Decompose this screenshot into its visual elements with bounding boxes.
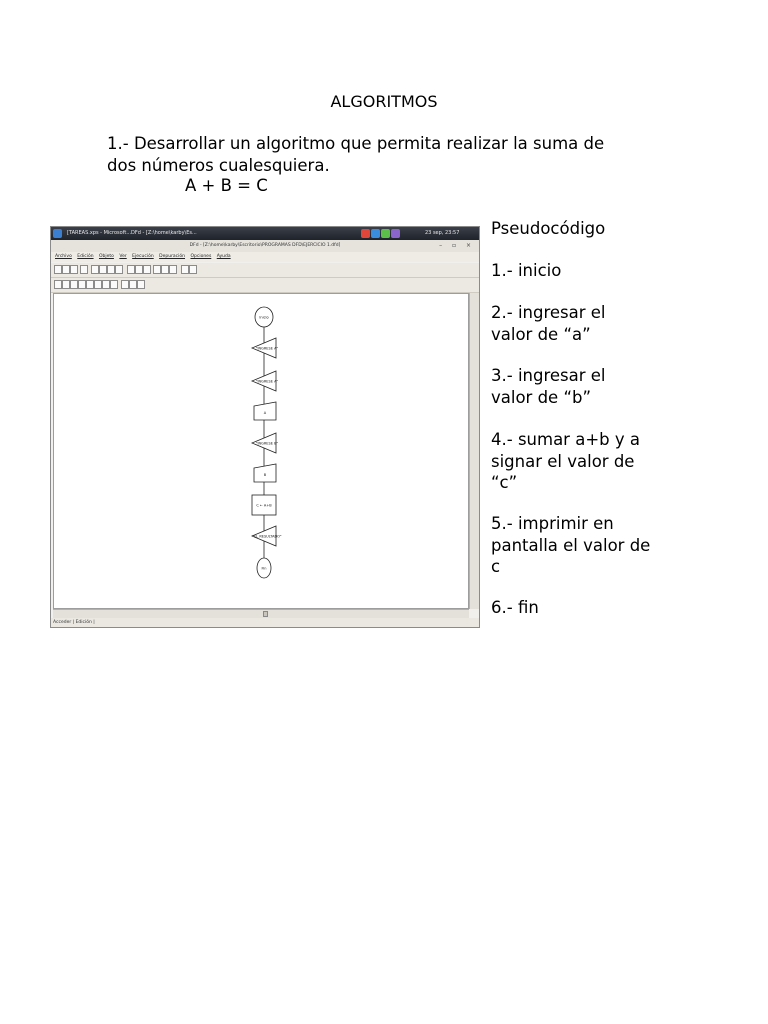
step-3-line-2: valor de “b” (491, 387, 592, 407)
menu-objeto: Objeto (98, 254, 114, 259)
assign-tool-icon (62, 280, 70, 289)
menu-ver: Ver (119, 254, 127, 259)
write-tool-icon (102, 280, 110, 289)
zoom-in-icon (181, 265, 189, 274)
assign-label: C ← A+B (256, 503, 272, 508)
save-file-icon (70, 265, 78, 274)
vertical-scrollbar (469, 293, 479, 609)
copy-icon (99, 265, 107, 274)
step-over-icon (169, 265, 177, 274)
menu-opciones: Opciones (190, 254, 212, 259)
zoom-out-icon (189, 265, 197, 274)
step-5-line-1: 5.- imprimir en (491, 514, 614, 533)
task-line-1: 1.- Desarrollar un algoritmo que permita realizar la suma de (107, 134, 605, 153)
output-label-2: "INGRESE A" (255, 379, 279, 384)
input-label-b: B (263, 473, 267, 477)
flowchart-canvas (53, 293, 469, 609)
cut-icon (91, 265, 99, 274)
step-6-line-1: 6.- fin (491, 598, 539, 617)
output-label-1: "INGRESE A" (255, 346, 279, 351)
toolbar-main (51, 263, 479, 278)
tray-icon-3 (381, 229, 390, 238)
cursor-tool-icon (54, 280, 62, 289)
pseudocode-step-5 (491, 513, 681, 578)
subprogram-tool-icon (121, 280, 129, 289)
pseudocode-step-4 (491, 429, 681, 494)
menu-depuracion: Depuración (159, 254, 186, 259)
input-label-a: A (263, 411, 267, 415)
horizontal-scrollbar (53, 609, 469, 618)
step-4-line-1: 4.- sumar a+b y a (491, 430, 640, 449)
start-menu-icon (53, 229, 62, 238)
menu-archivo: Archivo (55, 254, 72, 259)
step-2-line-2: valor de “a” (491, 324, 591, 344)
run-icon (127, 265, 135, 274)
step-3-line-1: 3.- ingresar el (491, 366, 606, 385)
menu-ejecucion: Ejecución (132, 254, 154, 259)
output-label-4: "EL RESULTADO" (252, 534, 282, 539)
horizontal-scroll-thumb (263, 611, 268, 617)
pseudocode-step-2 (491, 302, 681, 345)
step-4-line-3: “c” (491, 473, 518, 492)
output-label-3: "INGRESE B" (255, 441, 279, 446)
task-statement (107, 133, 667, 177)
window-title: DFd - [Z:\home\karby\Escritorio\PROGRAMAS DFD\EJERCICIO 1.dfd] (189, 243, 341, 248)
step-into-icon (161, 265, 169, 274)
tray-icon-1 (361, 229, 370, 238)
dfd-screenshot (50, 226, 480, 628)
step-2-line-1: 2.- ingresar el (491, 303, 606, 322)
taskbar-item-dfd: DFd - [Z:\home\karby\Es... (131, 230, 197, 236)
taskbar-clock: 23 sep, 23:57 (425, 230, 460, 236)
new-file-icon (54, 265, 62, 274)
for-tool-icon (78, 280, 86, 289)
window-buttons: – ▫ × (439, 242, 475, 249)
print-icon (80, 265, 88, 274)
status-bar: Acceder | Edición | (51, 618, 479, 627)
pseudocode-step-1 (491, 260, 681, 282)
decision-tool-icon (86, 280, 94, 289)
pseudocode-heading: Pseudocódigo (491, 219, 606, 238)
pseudocode-step-6 (491, 597, 681, 619)
step-5-line-2: pantalla el valor de (491, 535, 651, 555)
flowchart (54, 294, 470, 610)
insert-tool-icon (129, 280, 137, 289)
pause-icon (135, 265, 143, 274)
menu-ayuda: Ayuda (216, 254, 231, 259)
step-1-line-1: 1.- inicio (491, 261, 562, 280)
desktop-taskbar (51, 227, 479, 240)
toolbar-objects (51, 278, 479, 293)
remove-tool-icon (137, 280, 145, 289)
menu-edicion: Edición (77, 254, 94, 259)
end-label: Fin (261, 566, 267, 571)
call-tool-icon (110, 280, 118, 289)
start-label: Inicio (259, 315, 269, 320)
pseudocode-step-3 (491, 365, 681, 408)
page-title: ALGORITMOS (330, 92, 438, 111)
step-icon (153, 265, 161, 274)
menu-bar (51, 252, 479, 262)
open-file-icon (62, 265, 70, 274)
task-formula: A + B = C (185, 176, 268, 195)
taskbar-item-xps: [TAREAS.xps - Microsoft... (67, 230, 132, 236)
cycle-tool-icon (70, 280, 78, 289)
paste-icon (107, 265, 115, 274)
step-5-line-3: c (491, 557, 501, 576)
step-4-line-2: signar el valor de (491, 451, 635, 471)
read-tool-icon (94, 280, 102, 289)
tray-icon-4 (391, 229, 400, 238)
delete-icon (115, 265, 123, 274)
stop-icon (143, 265, 151, 274)
task-line-2: dos números cualesquiera. (107, 156, 330, 175)
tray-icon-2 (371, 229, 380, 238)
